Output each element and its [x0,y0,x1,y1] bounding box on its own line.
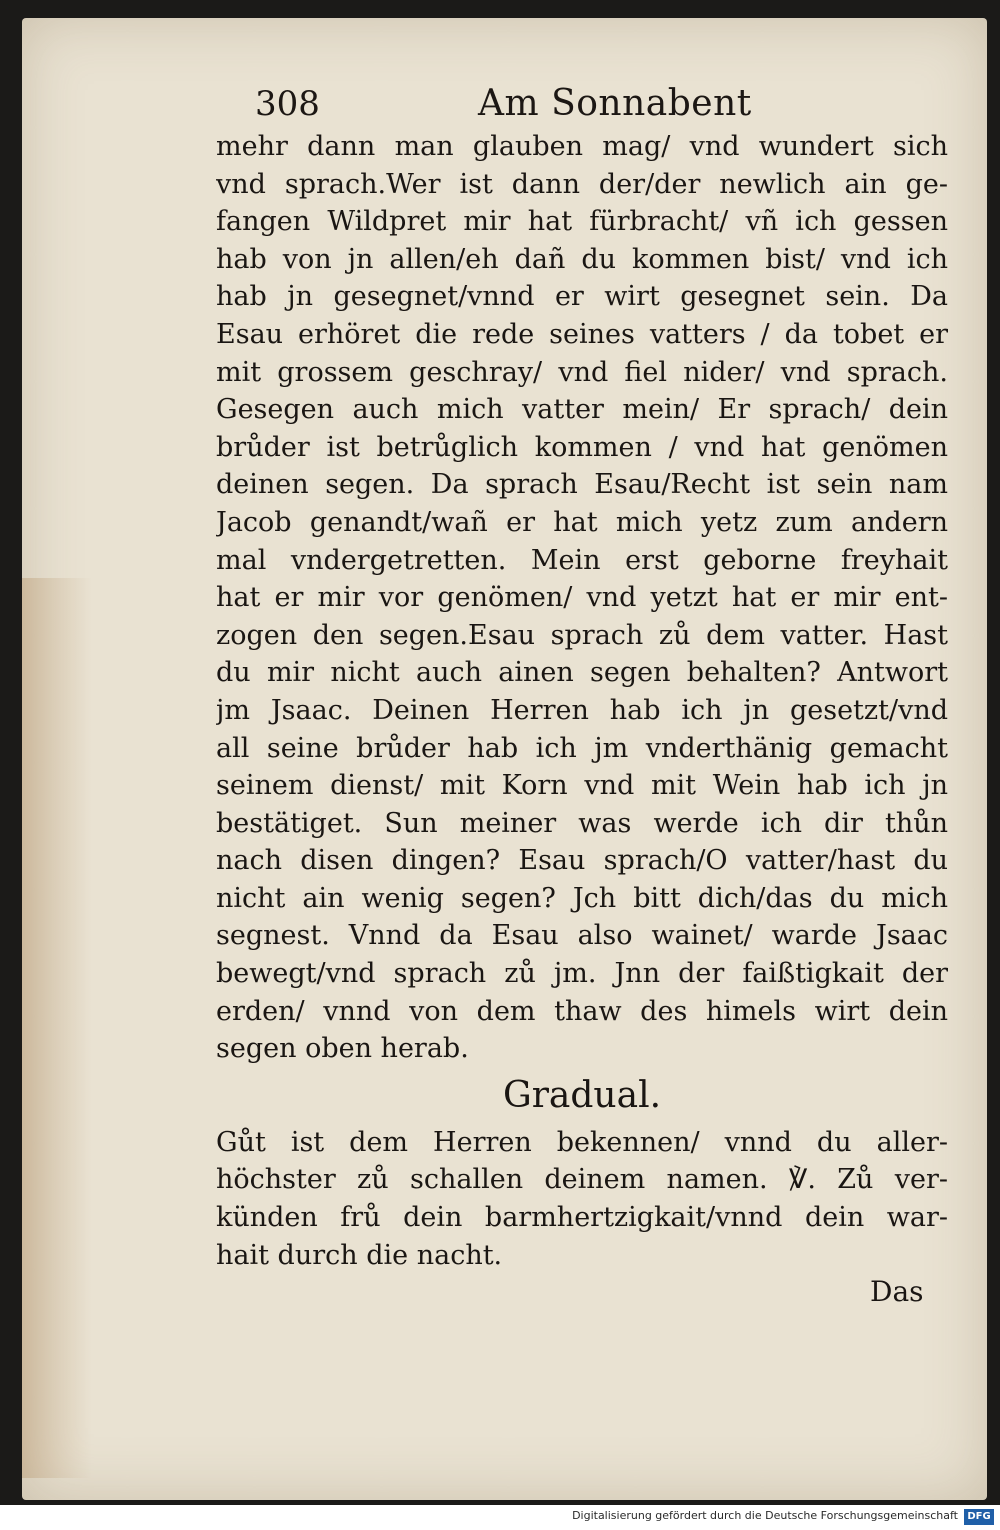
running-head: Am Sonnabent [478,83,752,124]
text-line: Gůt ist dem Herren bekennen/ vnnd du aller- [216,1126,948,1158]
text-line: bestätiget. Sun meiner was werde ich dir thůn [216,807,948,839]
text-line: seinem dienst/ mit Korn vnd mit Wein hab ich jn [216,770,948,802]
text-line: mal vndergetretten. Mein erst geborne freyhait [216,544,948,576]
text-line: höchster zů schallen deinem namen. ℣. Zů ver- [216,1164,948,1196]
text-line: segnest. Vnnd da Esau also wainet/ warde Jsaac [216,920,948,952]
text-line: vnd sprach.Wer ist dann der/der newlich ain ge- [216,168,948,200]
text-line: brůder ist betrůglich kommen / vnd hat genömen [216,431,948,463]
page-header [255,82,955,126]
text-line: all seine brůder hab ich jm vnderthänig gemacht [216,732,948,764]
catchword: Das [870,1275,924,1308]
funding-credit: Digitalisierung gefördert durch die Deutsche Forschungsgemeinschaft [572,1509,958,1522]
body-text [216,128,948,1274]
text-line: Esau erhöret die rede seines vatters / da tobet er [216,318,948,350]
text-line: nach disen dingen? Esau sprach/O vatter/hast du [216,845,948,877]
text-line: Gesegen auch mich vatter mein/ Er sprach/ dein [216,394,948,426]
section-heading: Gradual. [502,1074,662,1116]
text-line: zogen den segen.Esau sprach zů dem vatter. Hast [216,619,948,651]
footer-bar [0,1505,1000,1530]
text-line: hab jn gesegnet/vnnd er wirt gesegnet sein. Da [216,281,948,313]
dfg-logo-icon: DFG [964,1509,994,1525]
text-line: bewegt/vnd sprach zů jm. Jnn der faißtigkait der [216,958,948,990]
text-line: künden frů dein barmhertzigkait/vnnd dein war- [216,1202,948,1234]
page-number: 308 [255,84,320,124]
text-line: mit grossem geschray/ vnd fiel nider/ vnd sprach. [216,356,948,388]
text-line: segen oben herab. [216,1033,469,1065]
text-line: jm Jsaac. Deinen Herren hab ich jn gesetzt/vnd [216,694,948,726]
text-line: hait durch die nacht. [216,1239,503,1271]
text-line: Jacob genandt/wañ er hat mich yetz zum andern [216,506,948,538]
text-line: erden/ vnnd von dem thaw des himels wirt dein [216,995,948,1027]
paper-stain [22,578,92,1478]
text-line: hab von jn allen/eh dañ du kommen bist/ vnd ich [216,243,948,275]
text-line: deinen segen. Da sprach Esau/Recht ist sein nam [216,469,948,501]
text-line: mehr dann man glauben mag/ vnd wundert sich [216,131,948,162]
text-line: nicht ain wenig segen? Jch bitt dich/das du mich [216,882,948,914]
text-line: fangen Wildpret mir hat fürbracht/ vñ ich gessen [216,206,948,238]
text-line: hat er mir vor genömen/ vnd yetzt hat er mir ent- [216,582,948,614]
text-line: du mir nicht auch ainen segen behalten? Antwort [216,657,948,689]
